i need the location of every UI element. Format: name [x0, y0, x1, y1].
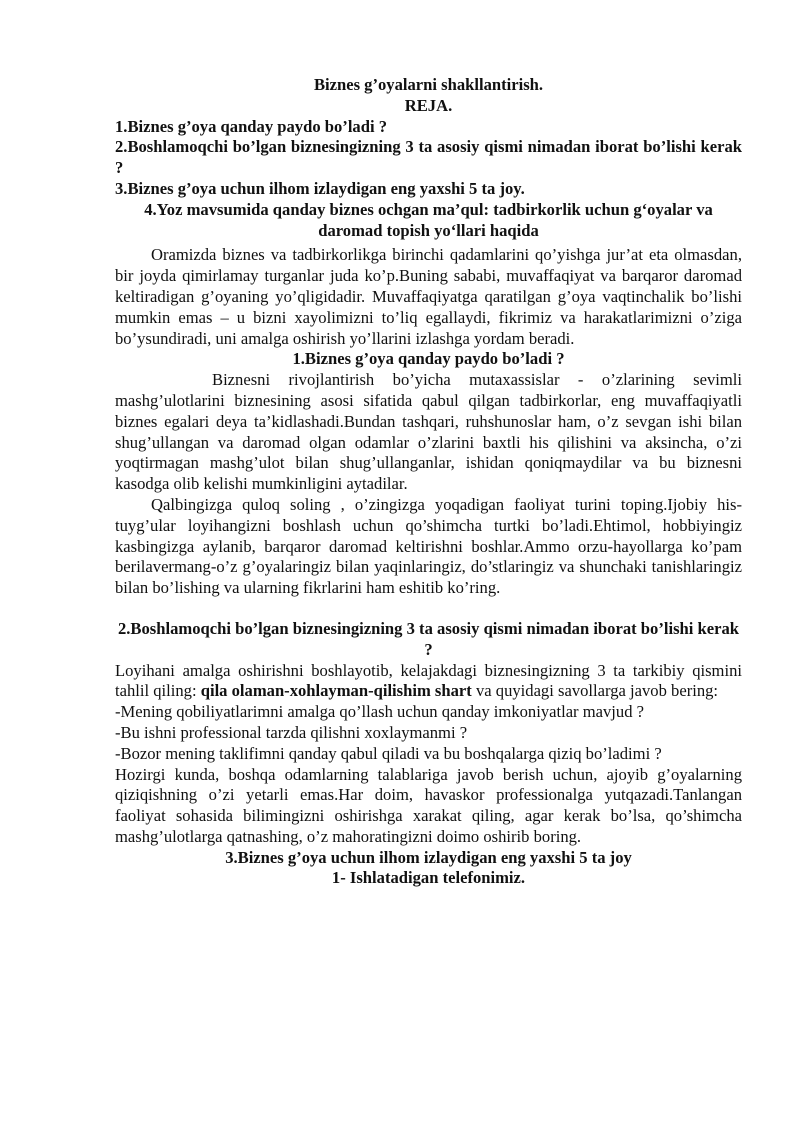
section1-paragraph-2: Qalbingizga quloq soling , o’zingizga yoqadigan faoliyat turini toping.Ijobiy his-tuyg’ular loyihangizni boshlash uchun qo’shimcha turtki bo’ladi.Ehtimol, hobbiyingiz kasbingizga aylanib, barqaror daromad keltirishni boshlar.Ammo orzu-hayollarga ko’pam berilavermang-o’z g’oyalaringiz bilan yaqinlaringiz, do’stlaringiz va shunchaki tanishlaringiz bilan bo’lishing va ularning fikrlarini ham eshitib ko’ring. — [115, 494, 742, 598]
plan-heading: REJA. — [404, 95, 453, 115]
section2-p1-bold: qila olaman-xohlayman-qilishim shart — [200, 681, 472, 701]
section2-p1-text: Loyihani amalga oshirishni boshlayotib, kelajakdagi biznesingizning 3 ta tarkibiy qismini tahlil qiling: — [115, 660, 742, 701]
plan-item-2: 2.Boshlamoqchi bo’lgan biznesingizning 3 ta asosiy qismi nimadan iborat bo’lishi kerak ? — [115, 137, 742, 178]
question-1: -Mening qobiliyatlarimni amalga qo’llash uchun qanday imkoniyatlar mavjud ? — [115, 702, 645, 722]
document-title: Biznes g’oyalarni shakllantirish. — [313, 75, 544, 94]
section2-paragraph-2: Hozirgi kunda, boshqa odamlarning talablariga javob berish uchun, ajoyib g’oyalarning qiziqishning o’zi yetarli emas.Har doim, havaskor professionalga yutqazadi.Tanlangan faoliyat sohasida bilimingizni oshirishga xarakat qiling, agar kerak bo’lsa, qo’shimcha mashg’ulotlarga qatnashing, o’z mahoratingizni doimo oshirib boring. — [115, 764, 742, 846]
section1-heading: 1.Biznes g’oya qanday paydo bo’ladi ? — [292, 349, 565, 369]
document-body — [115, 75, 742, 889]
section2-p1-tail: va quyidagi savollarga javob bering: — [471, 681, 719, 701]
plan-item-4: 4.Yoz mavsumida qanday biznes ochgan ma’qul: tadbirkorlik uchun g‘oyalar va daromad topish yo‘llari haqida — [144, 199, 713, 240]
section3-item-1: 1- Ishlatadigan telefonimiz. — [331, 868, 526, 888]
section2-paragraph-1 — [115, 661, 742, 703]
section3-heading: 3.Biznes g’oya uchun ilhom izlaydigan eng yaxshi 5 ta joy — [225, 847, 632, 867]
intro-paragraph: Oramizda biznes va tadbirkorlikga birinchi qadamlarini qo’yishga jur’at eta olmasdan, bir joyda qimirlamay turganlar juda ko’p.Buning sababi, muvaffaqiyat va barqaror daromad keltiradigan g’oyaning yo’qligidadir. Muvaffaqiyatga qaratilgan g’oya vaqtinchalik bo’lishi mumkin emas – u bizni xayolimizni to’liq egallaydi, fikrimiz va harakatlarimizni o’ziga bo’ysundiradi, uni amalga oshirish yo’llarini izlashga yordam beradi. — [115, 245, 742, 348]
plan-item-3: 3.Biznes g’oya uchun ilhom izlaydigan eng yaxshi 5 ta joy. — [115, 178, 525, 198]
question-2: -Bu ishni professional tarzda qilishni xoxlaymanmi ? — [115, 722, 468, 742]
plan-item-1: 1.Biznes g’oya qanday paydo bo’ladi ? — [115, 116, 388, 136]
question-3: -Bozor mening taklifimni qanday qabul qiladi va bu boshqalarga qiziq bo’ladimi ? — [115, 743, 662, 763]
section2-heading: 2.Boshlamoqchi bo’lgan biznesingizning 3 ta asosiy qismi nimadan iborat bo’lishi kerak ? — [117, 618, 739, 659]
section1-paragraph-1: Biznesni rivojlantirish bo’yicha mutaxassislar - o’zlarining sevimli mashg’ulotlarini biznesining asosi sifatida qabul qilgan tadbirkorlar, eng muvaffaqiyatli biznes egalari deya ta’kidlashadi.Bundan tashqari, ruhshunoslar ham, o’z sevgan ishi bilan shug’ullangan va daromad olgan odamlar o’zlarini baxtli his qilishini va aksincha, o’zi yoqtirmagan mashg’ulot bilan shug’ullanganlar, ishidan qoniqmaydilar va bu biznesni kasodga olib kelishi mumkinligini aytadilar. — [115, 370, 742, 494]
